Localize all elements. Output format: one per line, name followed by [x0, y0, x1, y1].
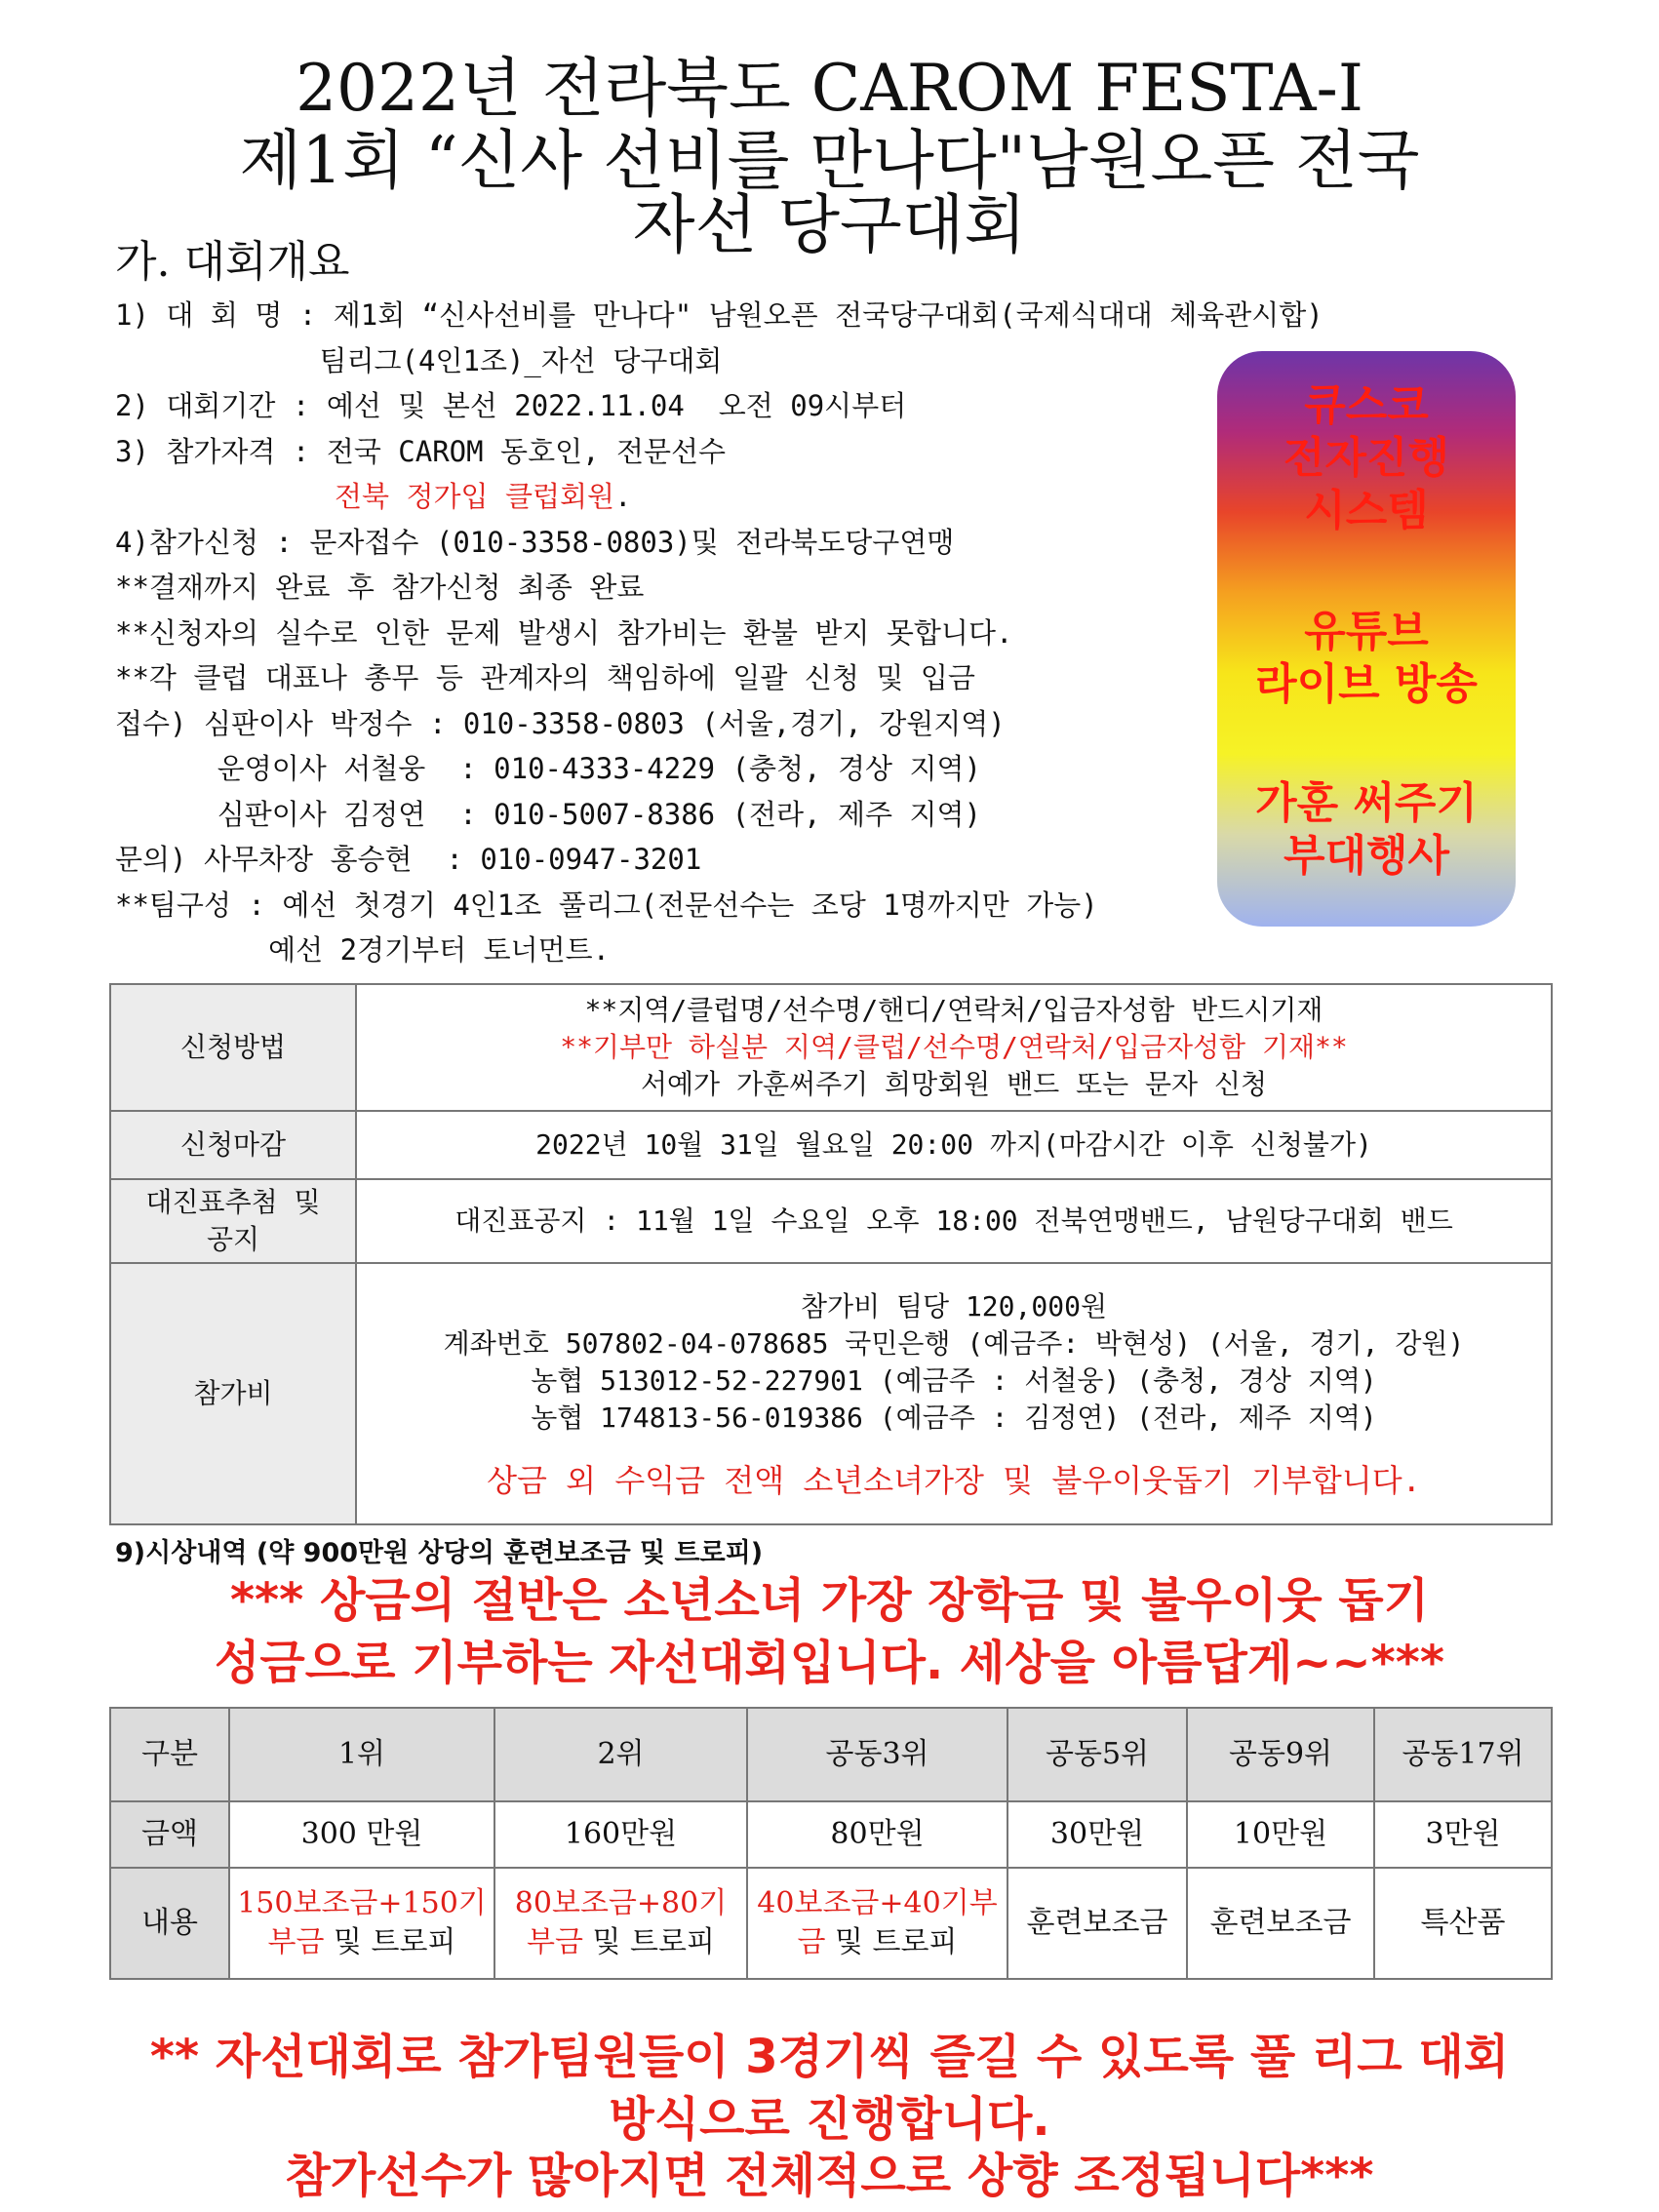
table-row: [110, 1708, 1552, 1801]
donation-note: 상금 외 수익금 전액 소년소녀가장 및 불우이웃돕기 기부합니다.: [487, 1462, 1421, 1499]
overview-line: 1) 대 회 명 : 제1회 “신사선비를 만나다" 남원오픈 전국당구대회(국제식대대 체육관시합): [115, 298, 1323, 332]
overview-line: 3) 참가자격 : 전국 CAROM 동호인, 전문선수: [115, 434, 727, 468]
table-row: [110, 1111, 1552, 1179]
overview-line: 예선 2경기부터 토너먼트.: [115, 933, 611, 967]
amount-cell: 300 만원: [229, 1801, 494, 1868]
charity-banner-line: *** 상금의 절반은 소년소녀 가장 장학금 및 불우이웃 돕기: [229, 1573, 1430, 1628]
amount-cell: 10만원: [1187, 1801, 1374, 1868]
table-row: [110, 1801, 1552, 1868]
row-label: 신청방법: [110, 984, 356, 1111]
row-label: 내용: [110, 1868, 229, 1979]
promo-line: 부대행사: [1283, 831, 1449, 881]
content-cell: 40보조금+40기부 금 및 트로피: [747, 1868, 1007, 1979]
league-note-line: 참가선수가 많아지면 전체적으로 상향 조정됩니다***: [285, 2149, 1374, 2203]
content-cell: 훈련보조금: [1007, 1868, 1187, 1979]
overview-line: 2) 대회기간 : 예선 및 본선 2022.11.04 오전 09시부터: [115, 389, 907, 422]
header-cell: 공동5위: [1007, 1708, 1187, 1801]
title-line-1: 2022년 전라북도 CAROM FESTA-I: [296, 51, 1363, 126]
overview-line: **결재까지 완료 후 참가신청 최종 완료: [115, 571, 645, 604]
overview-line: **각 클럽 대표나 총무 등 관계자의 책임하에 일괄 신청 및 입금: [115, 661, 975, 694]
promo-line: 큐스코: [1304, 380, 1429, 430]
overview-line: 문의) 사무차장 홍승현 : 010-0947-3201: [115, 843, 702, 876]
eligibility-note: 전북 정가입 클럽회원: [335, 480, 615, 513]
table-row: [110, 1263, 1552, 1524]
overview-line: 운영이사 서철웅 : 010-4333-4229 (충청, 경상 지역): [115, 752, 981, 785]
amount-cell: 3만원: [1374, 1801, 1552, 1868]
header-cell: 공동3위: [747, 1708, 1007, 1801]
overview-line: 접수) 심판이사 박정수 : 010-3358-0803 (서울,경기, 강원지역): [115, 706, 1006, 740]
row-label: 참가비: [110, 1263, 356, 1524]
overview-line: **신청자의 실수로 인한 문제 발생시 참가비는 환불 받지 못합니다.: [115, 615, 1013, 650]
overview-line: 4)참가신청 : 문자접수 (010-3358-0803)및 전라북도당구연맹: [115, 525, 955, 559]
content-cell: 80보조금+80기 부금 및 트로피: [494, 1868, 747, 1979]
table-row: [110, 1868, 1552, 1979]
row-value: 참가비 팀당 120,000원 계좌번호 507802-04-078685 국민은행 (예금주: 박현성) (서울, 경기, 강원) 농협 513012-52-227901 (예금주 : 서철웅) (충청, 경상 지역) 농협 174813-56-019386 (예금주 : 김정연) (전라, 제주 지역) 상금 외 수익금 전액 소년소녀가장 및 불우이웃돕기 기부합니다.: [356, 1263, 1552, 1524]
promo-line: 전자진행: [1283, 433, 1449, 483]
row-value: **지역/클럽명/선수명/핸디/연락처/입금자성함 반드시기재 **기부만 하실분 지역/클럽/선수명/연락처/입금자성함 기재** 서예가 가훈써주기 희망회원 밴드 또는 문자 신청: [356, 984, 1552, 1111]
section-heading: 가. 대회개요: [115, 237, 350, 287]
row-value: 2022년 10월 31일 월요일 20:00 까지(마감시간 이후 신청불가): [356, 1111, 1552, 1179]
league-note-line: 방식으로 진행합니다.: [609, 2092, 1050, 2147]
overview-line: **팀구성 : 예선 첫경기 4인1조 풀리그(전문선수는 조당 1명까지만 가능): [115, 888, 1098, 922]
overview-line: 전북 정가입 클럽회원.: [335, 480, 632, 513]
amount-cell: 30만원: [1007, 1801, 1187, 1868]
promo-line: 시스템: [1304, 486, 1429, 535]
row-value: 대진표공지 : 11월 1일 수요일 오후 18:00 전북연맹밴드, 남원당구대회 밴드: [356, 1179, 1552, 1263]
league-note-line: ** 자선대회로 참가팀원들이 3경기씩 즐길 수 있도록 풀 리그 대회: [149, 2030, 1510, 2084]
amount-cell: 80만원: [747, 1801, 1007, 1868]
charity-banner-line: 성금으로 기부하는 자선대회입니다. 세상을 아름답게~~***: [215, 1636, 1444, 1690]
promo-line: 라이브 방송: [1255, 659, 1478, 709]
table-row: [110, 984, 1552, 1111]
title-line-3: 자선 당구대회: [632, 187, 1027, 262]
row-label: 금액: [110, 1801, 229, 1868]
promo-box: [1217, 351, 1516, 927]
header-cell: 구분: [110, 1708, 229, 1801]
promo-line: 가훈 써주기: [1255, 778, 1478, 828]
promo-line: 유튜브: [1304, 607, 1429, 656]
content-cell: 특산품: [1374, 1868, 1552, 1979]
row-label: 신청마감: [110, 1111, 356, 1179]
application-info-table: [109, 983, 1553, 1525]
header-cell: 공동17위: [1374, 1708, 1552, 1801]
prize-table: [109, 1707, 1553, 1980]
amount-cell: 160만원: [494, 1801, 747, 1868]
table-row: [110, 1179, 1552, 1263]
content-cell: 150보조금+150기 부금 및 트로피: [229, 1868, 494, 1979]
row-label: 대진표추첨 및 공지: [110, 1179, 356, 1263]
overview-line: 심판이사 김정연 : 010-5007-8386 (전라, 제주 지역): [115, 797, 981, 831]
header-cell: 1위: [229, 1708, 494, 1801]
content-cell: 훈련보조금: [1187, 1868, 1374, 1979]
prize-heading: 9)시상내역 (약 900만원 상당의 훈련보조금 및 트로피): [115, 1538, 764, 1568]
overview-line: 팀리그(4인1조)_자선 당구대회: [115, 343, 723, 377]
title-line-2: 제1회 “신사 선비를 만나다"남원오픈 전국: [239, 123, 1420, 198]
header-cell: 2위: [494, 1708, 747, 1801]
header-cell: 공동9위: [1187, 1708, 1374, 1801]
